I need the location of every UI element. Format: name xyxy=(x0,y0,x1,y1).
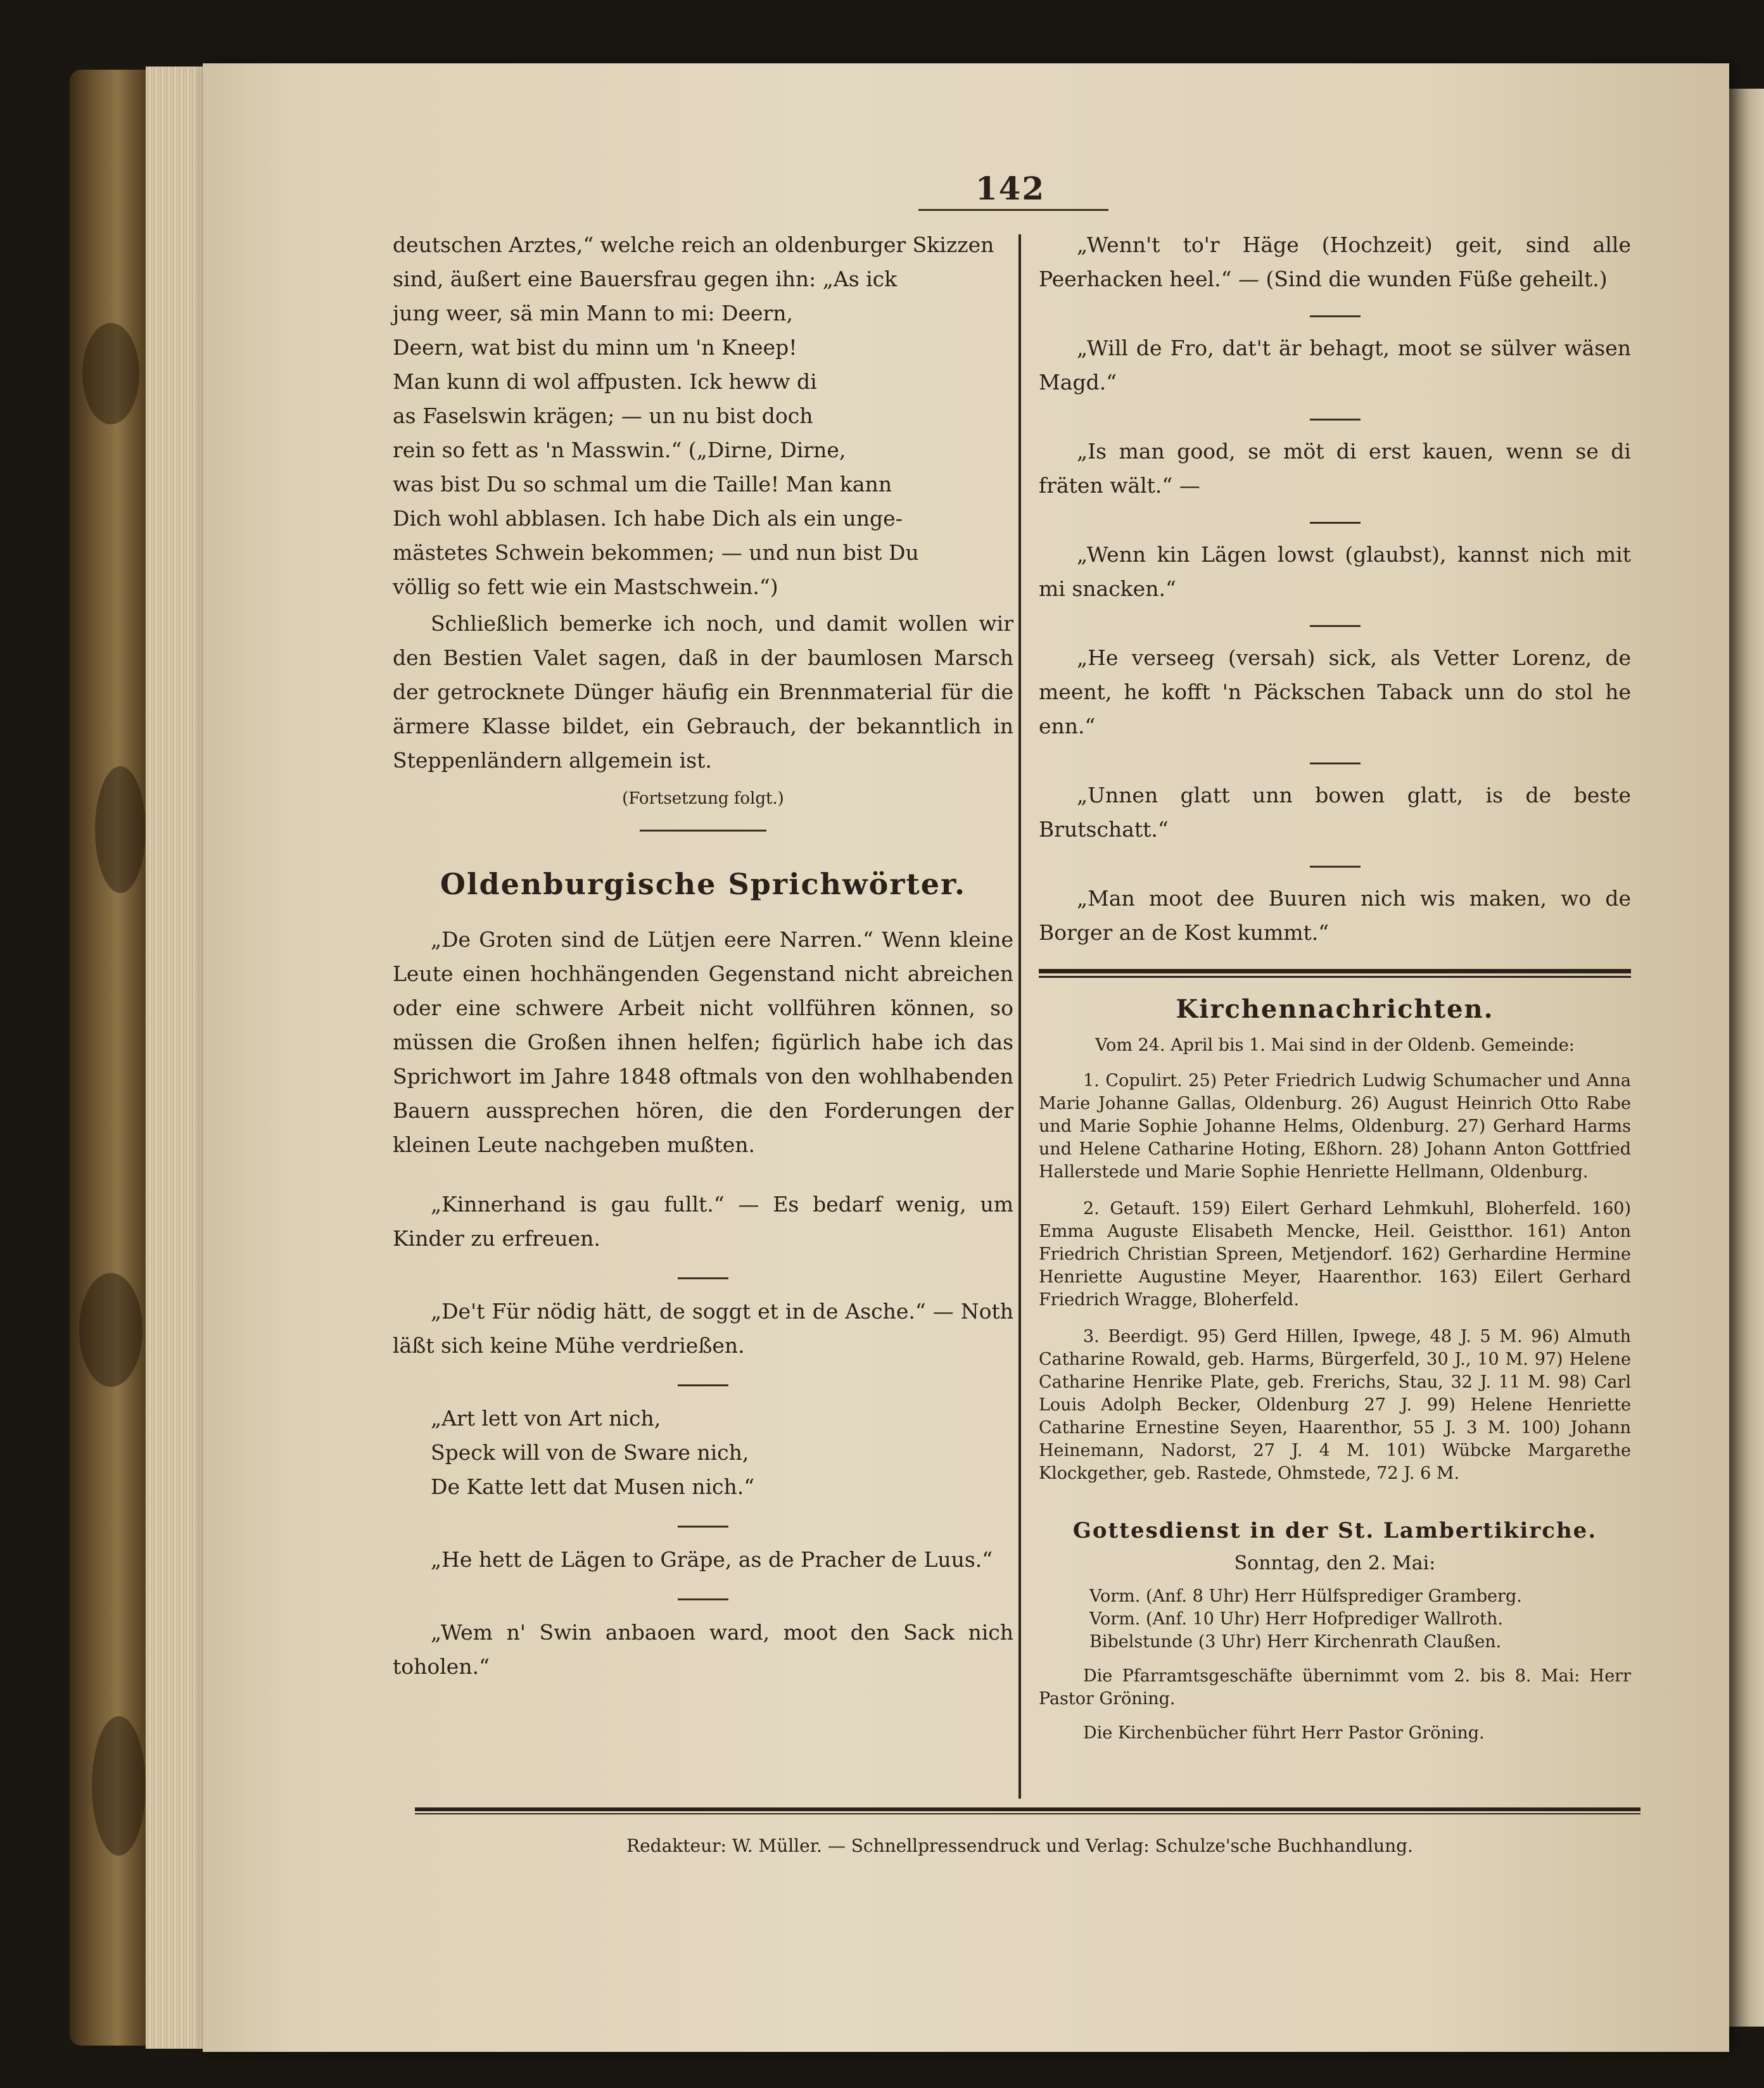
proverb: „Wem n' Swin anbaoen ward, moot den Sack nich toholen.“ xyxy=(393,1620,1013,1679)
kirchenbuecher-note: Die Kirchenbücher führt Herr Pastor Gröning. xyxy=(1083,1723,1485,1743)
intro-line: rein so fett as 'n Masswin.“ („Dirne, Dirne, xyxy=(393,438,846,462)
proverb: „He verseeg (versah) sick, als Vetter Lorenz, de meent, he kofft 'n Päckschen Taback unn do stol he enn.“ xyxy=(1039,645,1631,738)
section-double-rule-thin xyxy=(1039,976,1631,978)
proverb: „Wenn kin Lägen lowst (glaubst), kannst nich mit mi snacken.“ xyxy=(1039,542,1631,601)
page-edges xyxy=(146,66,209,2049)
verse-line: Speck will von de Sware nich, xyxy=(431,1440,749,1465)
proverb-rule xyxy=(1310,522,1361,524)
intro-line: as Faselswin krägen; — un nu bist doch xyxy=(393,403,813,428)
verse-line: „Art lett von Art nich, xyxy=(431,1406,661,1431)
intro-line: Deern, wat bist du minn um 'n Kneep! xyxy=(393,335,797,360)
left-column xyxy=(393,228,1013,1684)
proverb: „Is man good, se möt di erst kauen, wenn se di fräten wält.“ — xyxy=(1039,439,1631,498)
proverb-intro: „De Groten sind de Lütjen eere Narren.“ Wenn kleine Leute einen hochhängenden Gegenstand nicht abreichen oder eine schwere Arbeit nicht vollführen können, so müssen die Großen ihnen helfen; figürlich habe ich das Sprichwort im Jahre 1848 oftmals von den wohlhabenden Bauern aussprechen hören, die den Forderungen der kleinen Leute nachgeben mußten. xyxy=(393,927,1013,1157)
copulirt-entry: 1. Copulirt. 25) Peter Friedrich Ludwig Schumacher und Anna Marie Johanne Gallas, Oldenburg. 26) August Heinrich Otto Rabe und Marie Sophie Johanne Helms, Oldenburg. 27) Gerhard Harms und Helene Catharine Hoting, Eßhorn. 28) Johann Anton Gottfried Hallerstede und Marie Sophie Henriette Hellmann, Oldenburg. xyxy=(1039,1071,1631,1182)
proverb: „He hett de Lägen to Gräpe, as de Pracher de Luus.“ xyxy=(431,1547,993,1572)
intro-line: jung weer, sä min Mann to mi: Deern, xyxy=(393,301,794,326)
intro-line: mästetes Schwein bekommen; — und nun bist Du xyxy=(393,540,919,565)
proverb: „Wenn't to'r Häge (Hochzeit) geit, sind alle Peerhacken heel.“ — (Sind die wunden Füße geheilt.) xyxy=(1039,232,1631,291)
section-rule xyxy=(640,830,766,832)
footer-imprint: Redakteur: W. Müller. — Schnellpressendruck und Verlag: Schulze'sche Buchhandlung. xyxy=(626,1835,1413,1856)
getauft-entry: 2. Getauft. 159) Eilert Gerhard Lehmkuhl, Bloherfeld. 160) Emma Auguste Elisabeth Mencke, Heil. Geistthor. 161) Anton Friedrich Christian Spreen, Metjendorf. 162) Gerhardine Hermine Henriette Augustine Meyer, Haarenthor. 163) Eilert Gerhard Friedrich Wragge, Bloherfeld. xyxy=(1039,1199,1631,1310)
proverb-rule xyxy=(678,1598,728,1600)
proverb-rule xyxy=(1310,419,1361,421)
service-date: Sonntag, den 2. Mai: xyxy=(1234,1552,1436,1574)
proverb: „Man moot dee Buuren nich wis maken, wo de Borger an de Kost kummt.“ xyxy=(1039,886,1631,945)
intro-line: was bist Du so schmal um die Taille! Man kann xyxy=(393,472,892,497)
proverb: „Will de Fro, dat't är behagt, moot se sülver wäsen Magd.“ xyxy=(1039,336,1631,395)
footer-rule-thin xyxy=(415,1813,1640,1814)
section-double-rule xyxy=(1039,969,1631,973)
verse-line: De Katte lett dat Musen nich.“ xyxy=(431,1474,755,1499)
footer-rule xyxy=(415,1807,1640,1811)
service-title: Gottesdienst in der St. Lambertikirche. xyxy=(1072,1518,1597,1543)
service-line: Vorm. (Anf. 8 Uhr) Herr Hülfsprediger Gramberg. xyxy=(1089,1586,1522,1606)
pfarramt-note: Die Pfarramtsgeschäfte übernimmt vom 2. bis 8. Mai: Herr Pastor Gröning. xyxy=(1039,1666,1631,1709)
intro-line: deutschen Arztes,“ welche reich an oldenburger Skizzen xyxy=(393,232,994,257)
proverb: „De't Für nödig hätt, de soggt et in de Asche.“ — Noth läßt sich keine Mühe verdrießen. xyxy=(393,1299,1013,1358)
right-column xyxy=(1039,228,1631,1745)
proverb-rule xyxy=(1310,762,1361,764)
closing-paragraph: Schließlich bemerke ich noch, und damit wollen wir den Bestien Valet sagen, daß in der baumlosen Marsch der getrocknete Dünger häufig ein Brennmaterial für die ärmere Klasse bildet, ein Gebrauch, der bekanntlich in Steppenländern allgemein ist. xyxy=(393,611,1013,773)
proverb-rule xyxy=(678,1277,728,1279)
intro-line: Man kunn di wol affpusten. Ick heww di xyxy=(393,369,817,394)
intro-line: sind, äußert eine Bauersfrau gegen ihn: „As ick xyxy=(393,267,898,291)
section-title: Oldenburgische Sprichwörter. xyxy=(440,867,967,901)
service-line: Vorm. (Anf. 10 Uhr) Herr Hofprediger Wallroth. xyxy=(1089,1609,1503,1629)
proverb: „Unnen glatt unn bowen glatt, is de beste Brutschatt.“ xyxy=(1039,783,1631,842)
proverb-rule xyxy=(678,1384,728,1386)
facing-page-edge xyxy=(1729,89,1764,2027)
beerdigt-entry: 3. Beerdigt. 95) Gerd Hillen, Ipwege, 48 J. 5 M. 96) Almuth Catharine Rowald, geb. Harms, Bürgerfeld, 30 J., 10 M. 97) Helene Catharine Henrike Plate, geb. Frerichs, Stau, 32 J. 11 M. 98) Carl Louis Adolph Becker, Oldenburg 27 J. 99) Helene Henriette Catharine Ernestine Seyen, Haarenthor, 55 J. 3 M. 100) Johann Heinemann, Nadorst, 27 J. 4 M. 101) Wübcke Margarethe Klockgether, geb. Rastede, Ohmstede, 72 J. 6 M. xyxy=(1039,1327,1631,1483)
continuation-note: (Fortsetzung folgt.) xyxy=(622,789,784,808)
church-news-title: Kirchennachrichten. xyxy=(1176,994,1494,1024)
proverb: „Kinnerhand is gau fullt.“ — Es bedarf wenig, um Kinder zu erfreuen. xyxy=(393,1192,1013,1251)
page-number: 142 xyxy=(975,170,1046,207)
proverb-rule xyxy=(678,1526,728,1528)
page-number-rule xyxy=(918,209,1108,211)
church-news-intro: Vom 24. April bis 1. Mai sind in der Oldenb. Gemeinde: xyxy=(1095,1035,1575,1055)
proverb-rule xyxy=(1310,866,1361,868)
intro-line: völlig so fett wie ein Mastschwein.“) xyxy=(393,574,778,599)
proverb-rule xyxy=(1310,315,1361,317)
column-divider xyxy=(1018,234,1021,1799)
service-line: Bibelstunde (3 Uhr) Herr Kirchenrath Claußen. xyxy=(1089,1632,1502,1652)
intro-line: Dich wohl abblasen. Ich habe Dich als ein unge- xyxy=(393,506,903,531)
proverb-rule xyxy=(1310,625,1361,627)
